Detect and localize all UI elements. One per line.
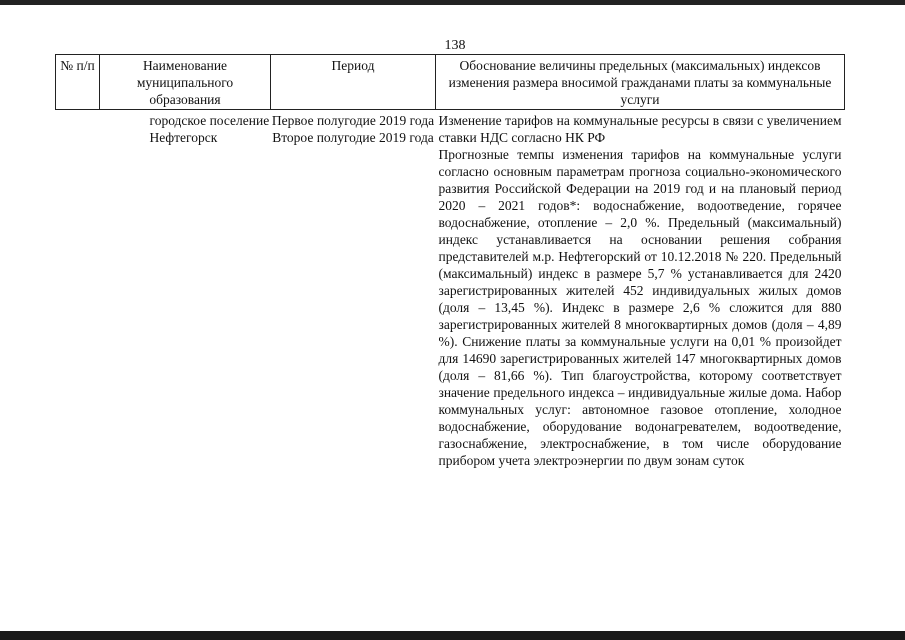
cell-rationale [436, 110, 845, 470]
bottom-border-rule [0, 631, 905, 640]
tariff-index-table [55, 54, 845, 469]
table-header-row [56, 55, 845, 110]
top-border-rule [0, 0, 905, 5]
period-second-half: Второе полугодие 2019 года [272, 130, 434, 145]
rationale-paragraph-1: Изменение тарифов на коммунальные ресурсы в связи с увеличением ставки НДС согласно НК РФ [438, 113, 842, 145]
period-first-half: Первое полугодие 2019 года [271, 113, 435, 128]
header-num: № п/п [56, 55, 100, 110]
rationale-paragraph-2: Прогнозные темпы изменения тарифов на коммунальные услуги согласно основным параметрам прогноза социально-экономического развития Российской Федерации на 2019 год и на плановый период 2020 – 2021 годов*: водоснабжение, водоотведение, горячее водоснабжение, отопление – 2,0 %. Предельный (максимальный) индекс устанавливается на основании решения собрания представителей м.р. Нефтегорский от 10.12.2018 № 220. Предельный (максимальный) индекс в размере 5,7 % устанавливается для 2420 зарегистрированных жителей 452 индивидуальных жилых домов (доля – 13,45 %). Индекс в размере 2,6 % сложится для 880 зарегистрированных жителей 8 многоквартирных домов (доля – 4,89 %). Снижение платы за коммунальные услуги на 0,01 % произойдет для 14690 зарегистрированных жителей 147 многоквартирных домов (доля – 81,66 %). Тип благоустройства, которому соответствует значение предельного индекса – индивидуальные жилые дома. Набор коммунальных услуг: автономное газовое отопление, холодное водоснабжение, оборудование водонагревателем, водоотведение, газоснабжение, электроснабжение, в том числе оборудование прибором учета электроэнергии по двум зонам суток [438, 147, 842, 468]
municipality-name: городское поселение Нефтегорск [149, 113, 270, 145]
cell-period [271, 110, 436, 470]
cell-num [56, 110, 100, 470]
table-row [56, 110, 845, 470]
header-municipality: Наименование муниципального образования [100, 55, 271, 110]
cell-municipality [100, 110, 271, 470]
page-number: 138 [444, 38, 466, 53]
header-period: Период [271, 55, 436, 110]
header-rationale: Обоснование величины предельных (максимальных) индексов изменения размера вносимой гражданами платы за коммунальные услуги [436, 55, 845, 110]
